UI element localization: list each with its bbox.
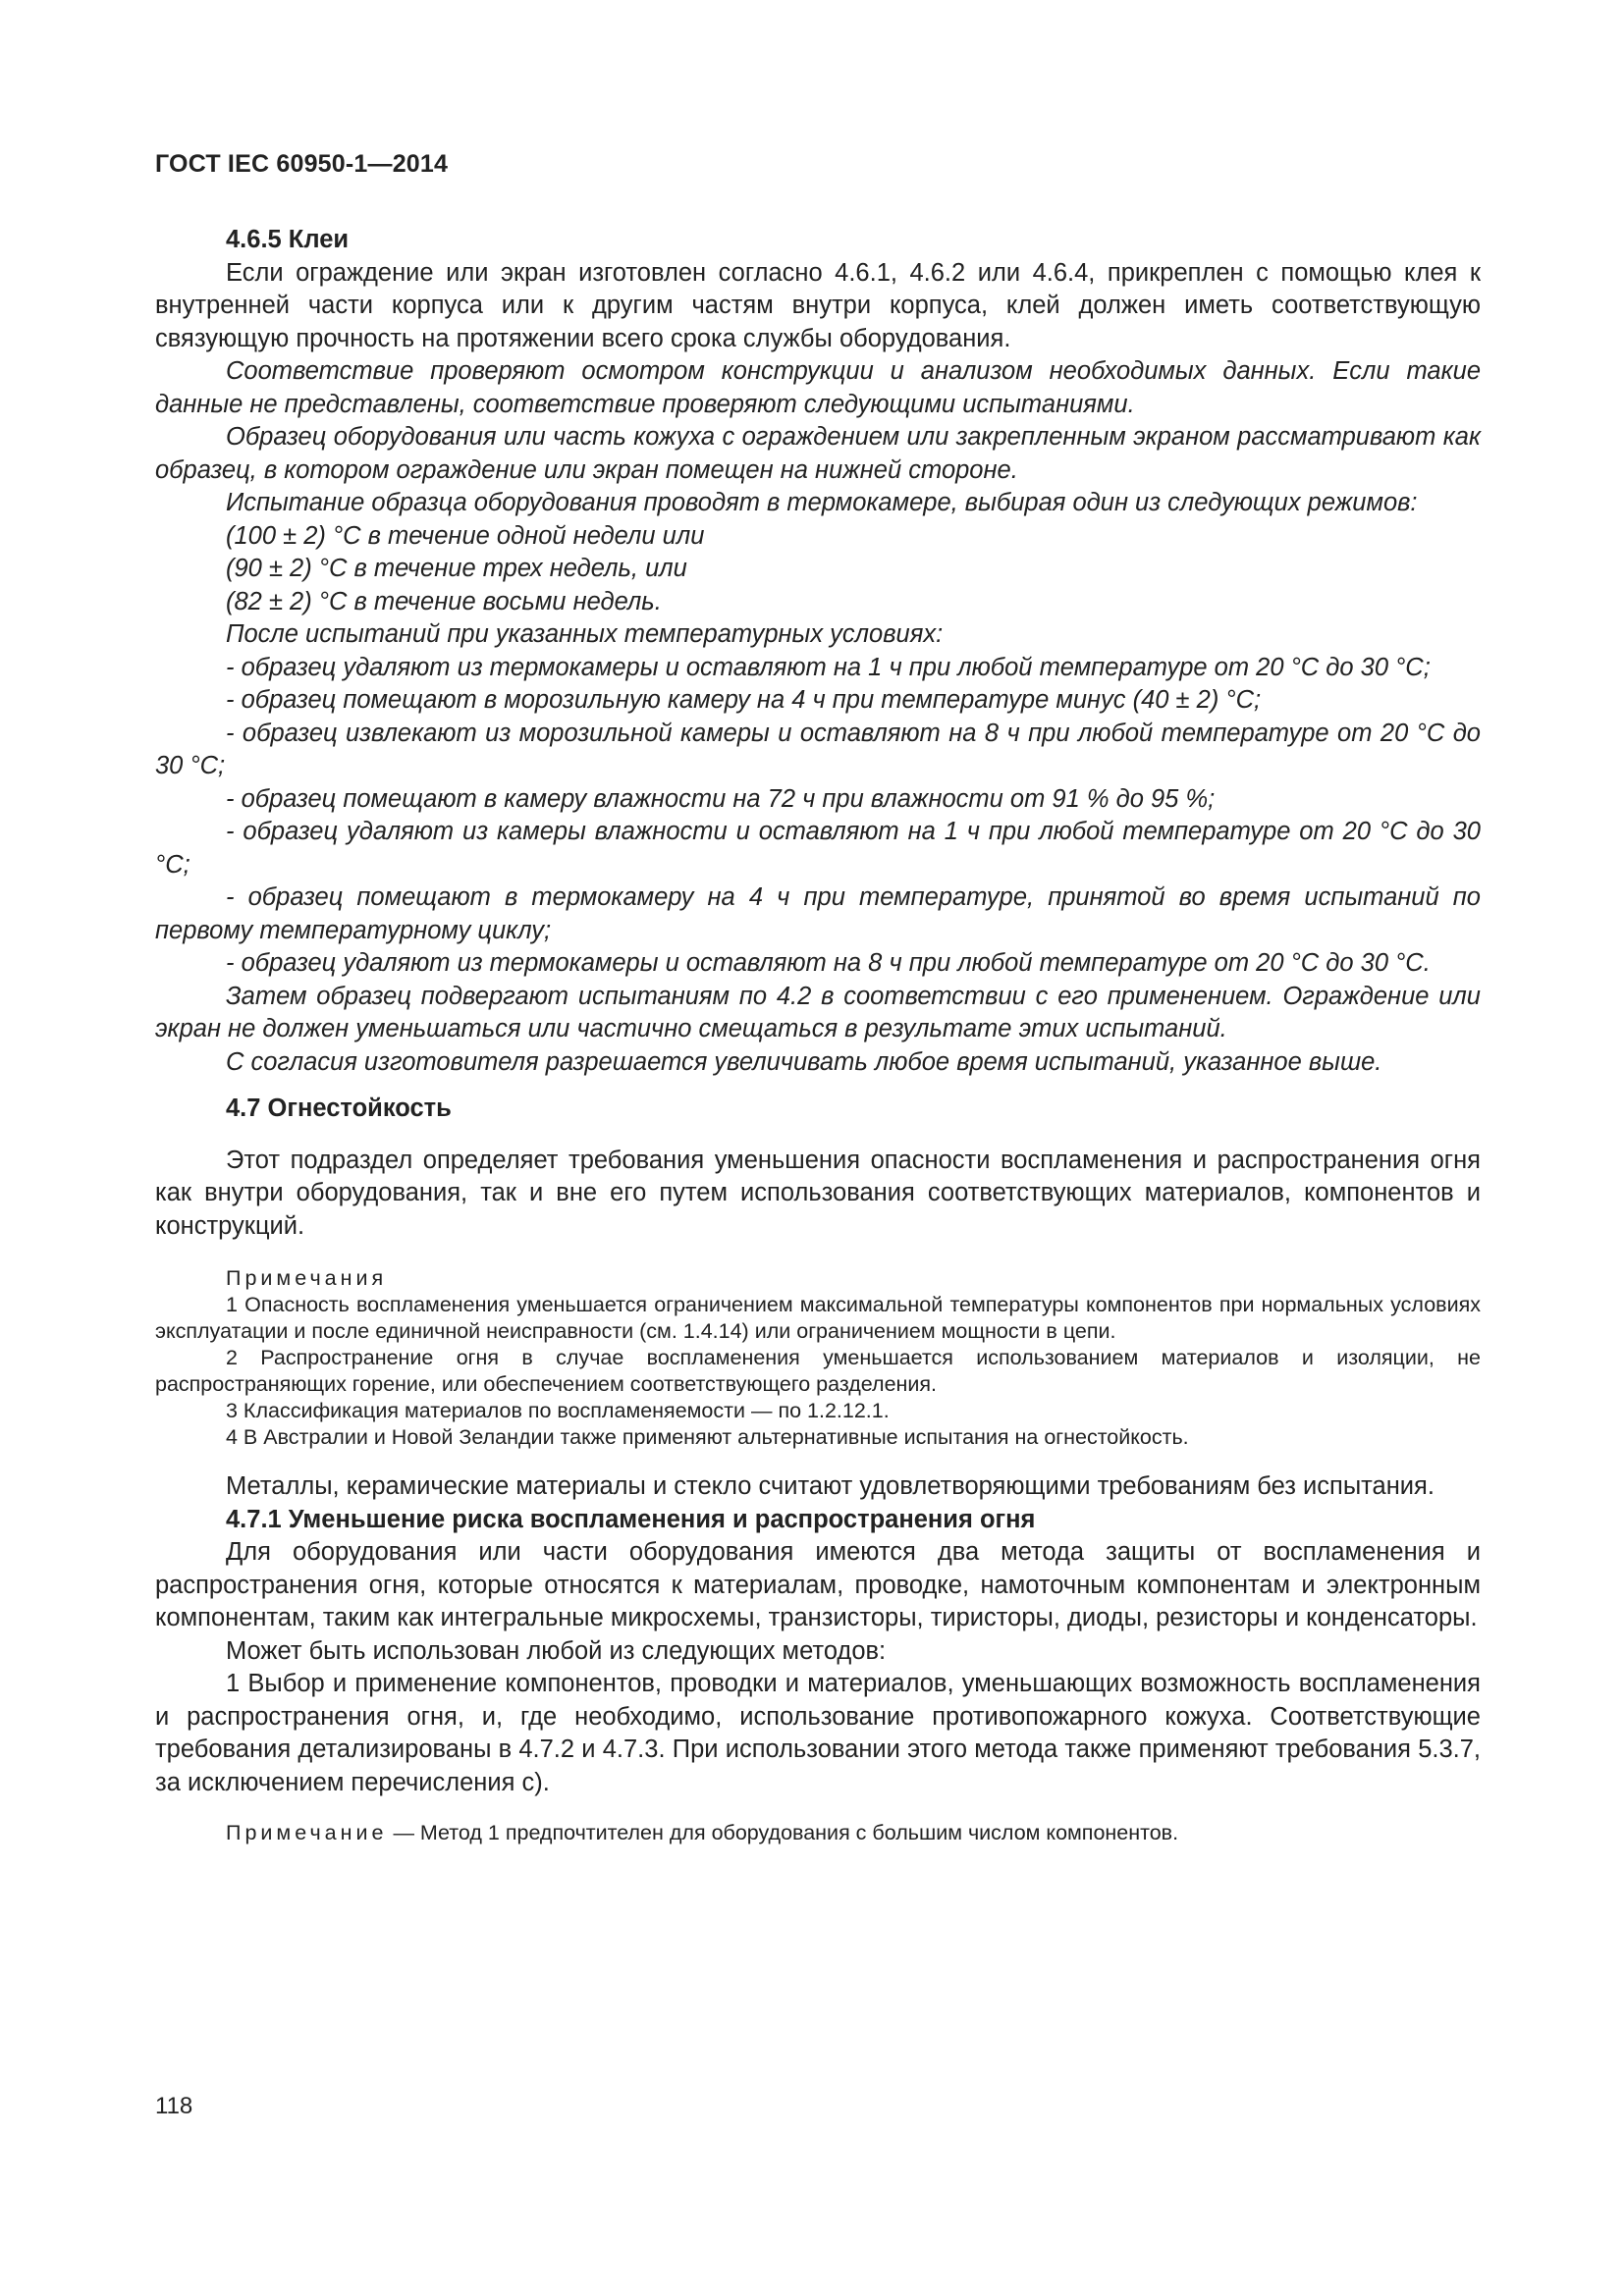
section-4-7-1-title: 4.7.1 Уменьшение риска воспламенения и распространения огня — [226, 1505, 1036, 1533]
section-4-6-5-paragraph: Образец оборудования или часть кожуха с ограждением или закрепленным экраном рассматривают как образец, в котором ограждение или экран помещен на нижней стороне. — [155, 423, 1481, 484]
section-4-7-1-paragraph: Может быть использован любой из следующих методов: — [226, 1636, 887, 1665]
test-mode-item: (82 ± 2) °С в течение восьми недель. — [226, 587, 662, 615]
document-header: ГОСТ IEC 60950-1—2014 — [155, 150, 449, 178]
section-4-6-5-paragraph: После испытаний при указанных температурных условиях: — [226, 620, 944, 648]
test-step-item: - образец извлекают из морозильной камеры и оставляют на 8 ч при любой температуре от 20 °С до 30 °С; — [155, 719, 1481, 779]
section-4-6-5-paragraph: Если ограждение или экран изготовлен согласно 4.6.1, 4.6.2 или 4.6.4, прикреплен с помощью клея к внутренней части корпуса или к другим частям внутри корпуса, клей должен иметь соответствующую связующую прочность на протяжении всего срока службы оборудования. — [155, 258, 1481, 352]
note-item: 1 Опасность воспламенения уменьшается ограничением максимальной температуры компонентов при нормальных условиях эксплуатации и после единичной неисправности (см. 1.4.14) или ограничением мощности в цепи. — [155, 1293, 1481, 1343]
test-step-item: - образец помещают в термокамеру на 4 ч при температуре, принятой во время испытаний по первому температурному циклу; — [155, 883, 1481, 944]
section-4-7-1-paragraph: Для оборудования или части оборудования имеются два метода защиты от воспламенения и распространения огня, которые относятся к материалам, проводке, намоточным компонентам и электронным компонентам, таким как интегральные микросхемы, транзисторы, тиристоры, диоды, резисторы и конденсаторы. — [155, 1538, 1481, 1631]
page-number: 118 — [155, 2093, 193, 2119]
note-item: 4 В Австралии и Новой Зеландии также применяют альтернативные испытания на огнестойкость. — [226, 1425, 1189, 1449]
test-mode-item: (100 ± 2) °С в течение одной недели или — [226, 521, 705, 550]
section-4-6-5-paragraph: С согласия изготовителя разрешается увеличивать любое время испытаний, указанное выше. — [226, 1047, 1382, 1076]
notes-label: Примечания — [226, 1266, 388, 1290]
test-step-item: - образец удаляют из камеры влажности и оставляют на 1 ч при любой температуре от 20 °С до 30 °С; — [155, 818, 1481, 879]
final-note-text: — Метод 1 предпочтителен для оборудования с большим числом компонентов. — [393, 1821, 1179, 1844]
test-step-item: - образец помещают в морозильную камеру на 4 ч при температуре минус (40 ± 2) °С; — [226, 686, 1262, 714]
section-4-6-5-paragraph: Испытание образца оборудования проводят в термокамере, выбирая один из следующих режимов: — [226, 489, 1418, 516]
document-body — [155, 224, 1481, 1846]
section-4-7-1-paragraph: 1 Выбор и применение компонентов, проводки и материалов, уменьшающих возможность воспламенения и распространения огня, и, где необходимо, использование противопожарного кожуха. Соответствующие требования детализированы в 4.7.2 и 4.7.3. При использовании этого метода также применяют требования 5.3.7, за исключением перечисления с). — [155, 1670, 1481, 1796]
section-4-6-5-paragraph: Затем образец подвергают испытаниям по 4.2 в соответствии с его применением. Ограждение или экран не должен уменьшаться или частично смещаться в результате этих испытаний. — [155, 982, 1481, 1042]
section-4-7-paragraph: Этот подраздел определяет требования уменьшения опасности воспламенения и распространения огня как внутри оборудования, так и вне его путем использования соответствующих материалов, компонентов и конструкций. — [155, 1146, 1481, 1240]
final-note — [155, 1819, 1481, 1846]
note-item: 2 Распространение огня в случае воспламенения уменьшается использованием материалов и изоляции, не распространяющих горение, или обеспечением соответствующего разделения. — [155, 1346, 1481, 1396]
section-4-6-5-paragraph: Соответствие проверяют осмотром конструкции и анализом необходимых данных. Если такие данные не представлены, соответствие проверяют следующими испытаниями. — [155, 357, 1481, 418]
test-step-item: - образец удаляют из термокамеры и оставляют на 8 ч при любой температуре от 20 °С до 30 °С. — [226, 949, 1431, 977]
section-4-7-paragraph: Металлы, керамические материалы и стекло считают удовлетворяющими требованиям без испытания. — [226, 1472, 1435, 1500]
section-4-7-title: 4.7 Огнестойкость — [226, 1095, 452, 1122]
test-mode-item: (90 ± 2) °С в течение трех недель, или — [226, 555, 687, 582]
final-note-label: Примечание — [226, 1821, 388, 1844]
test-step-item: - образец удаляют из термокамеры и оставляют на 1 ч при любой температуре от 20 °С до 30 °С; — [226, 653, 1431, 681]
section-4-6-5-title: 4.6.5 Клеи — [226, 226, 350, 253]
note-item: 3 Классификация материалов по воспламеняемости — по 1.2.12.1. — [226, 1399, 890, 1422]
test-step-item: - образец помещают в камеру влажности на 72 ч при влажности от 91 % до 95 %; — [226, 784, 1216, 813]
